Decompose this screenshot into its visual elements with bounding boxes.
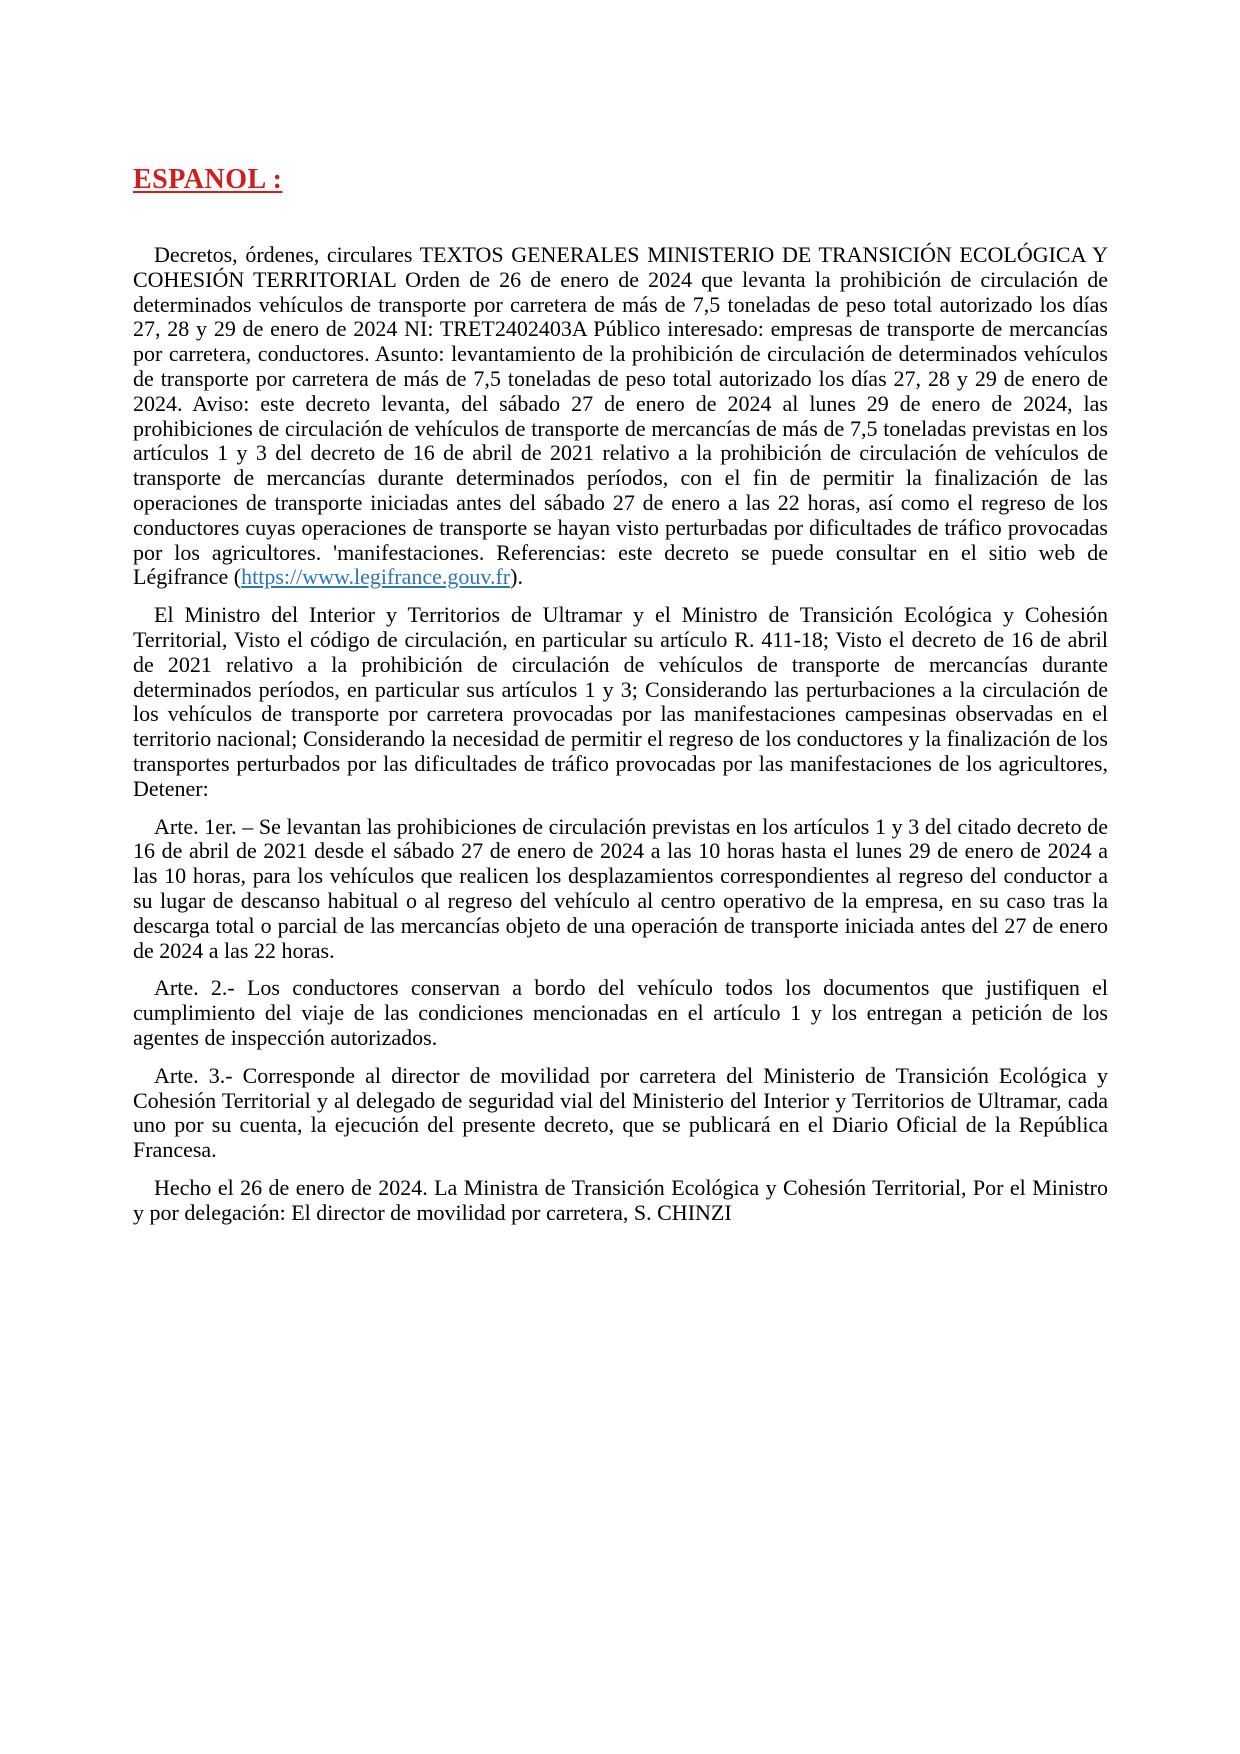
summary-text-closing: ). xyxy=(510,564,523,590)
legifrance-link[interactable]: https://www.legifrance.gouv.fr xyxy=(241,564,511,590)
summary-text: Decretos, órdenes, circulares TEXTOS GENERALES MINISTERIO DE TRANSICIÓN ECOLÓGICA Y COHESIÓN TERRITORIAL Orden de 26 de enero de 2024 que levanta la prohibición de circulación de determinados vehículos de transporte por carretera de más de 7,5 toneladas de peso total autorizado los días 27, 28 y 29 de enero de 2024 NI: TRET2402403A Público interesado: empresas de transporte de mercancías por carretera, conductores. Asunto: levantamiento de la prohibición de circulación de determinados vehículos de transporte por carretera de más de 7,5 toneladas de peso total autorizado los días 27, 28 y 29 de enero de 2024. Aviso: este decreto levanta, del sábado 27 de enero de 2024 al lunes 29 de enero de 2024, las prohibiciones de circulación de vehículos de transporte de mercancías de más de 7,5 toneladas previstas en los artículos 1 y 3 del decreto de 16 de abril de 2021 relativo a la prohibición de circulación de vehículos de transporte de mercancías durante determinados períodos, con el fin de permitir la finalización de las operaciones de transporte iniciadas antes del sábado 27 de enero a las 22 horas, así como el regreso de los conductores cuyas operaciones de transporte se hayan visto perturbadas por dificultades de tráfico provocadas por los agricultores. 'manifestaciones. Referencias: este decreto se puede consultar en el sitio web de Légifrance ( xyxy=(133,242,1108,590)
paragraph-article-1: Arte. 1er. – Se levantan las prohibiciones de circulación previstas en los artículos 1 y 3 del citado decreto de 16 de abril de 2021 desde el sábado 27 de enero de 2024 a las 10 horas hasta el lunes 29 de enero de 2024 a las 10 horas, para los vehículos que realicen los desplazamientos correspondientes al regreso del conductor a su lugar de descanso habitual o al regreso del vehículo al centro operativo de la empresa, en su caso tras la descarga total o parcial de las mercancías objeto de una operación de transporte iniciada antes del 27 de enero de 2024 a las 22 horas. xyxy=(133,813,1108,963)
paragraph-signature: Hecho el 26 de enero de 2024. La Ministra de Transición Ecológica y Cohesión Territorial, Por el Ministro y por delegación: El director de movilidad por carretera, S. CHINZI xyxy=(133,1174,1108,1225)
paragraph-summary xyxy=(133,243,1108,590)
paragraph-preamble: El Ministro del Interior y Territorios de Ultramar y el Ministro de Transición Ecológica y Cohesión Territorial, Visto el código de circulación, en particular su artículo R. 411-18; Visto el decreto de 16 de abril de 2021 relativo a la prohibición de circulación de vehículos de transporte de mercancías durante determinados períodos, en particular sus artículos 1 y 3; Considerando las perturbaciones a la circulación de los vehículos de transporte por carretera provocadas por las manifestaciones campesinas observadas en el territorio nacional; Considerando la necesidad de permitir el regreso de los conductores y la finalización de los transportes perturbados por las dificultades de tráfico provocadas por las manifestaciones de los agricultores, Detener: xyxy=(133,602,1108,801)
paragraph-article-3: Arte. 3.- Corresponde al director de movilidad por carretera del Ministerio de Transición Ecológica y Cohesión Territorial y al delegado de seguridad vial del Ministerio del Interior y Territorios de Ultramar, cada uno por su cuenta, la ejecución del presente decreto, que se publicará en el Diario Oficial de la República Francesa. xyxy=(133,1062,1108,1163)
paragraph-article-2: Arte. 2.- Los conductores conservan a bordo del vehículo todos los documentos que justifiquen el cumplimiento del viaje de las condiciones mencionadas en el artículo 1 y los entregan a petición de los agentes de inspección autorizados. xyxy=(133,975,1108,1050)
document-title: ESPANOL : xyxy=(133,164,283,195)
document-body xyxy=(133,166,1108,1225)
